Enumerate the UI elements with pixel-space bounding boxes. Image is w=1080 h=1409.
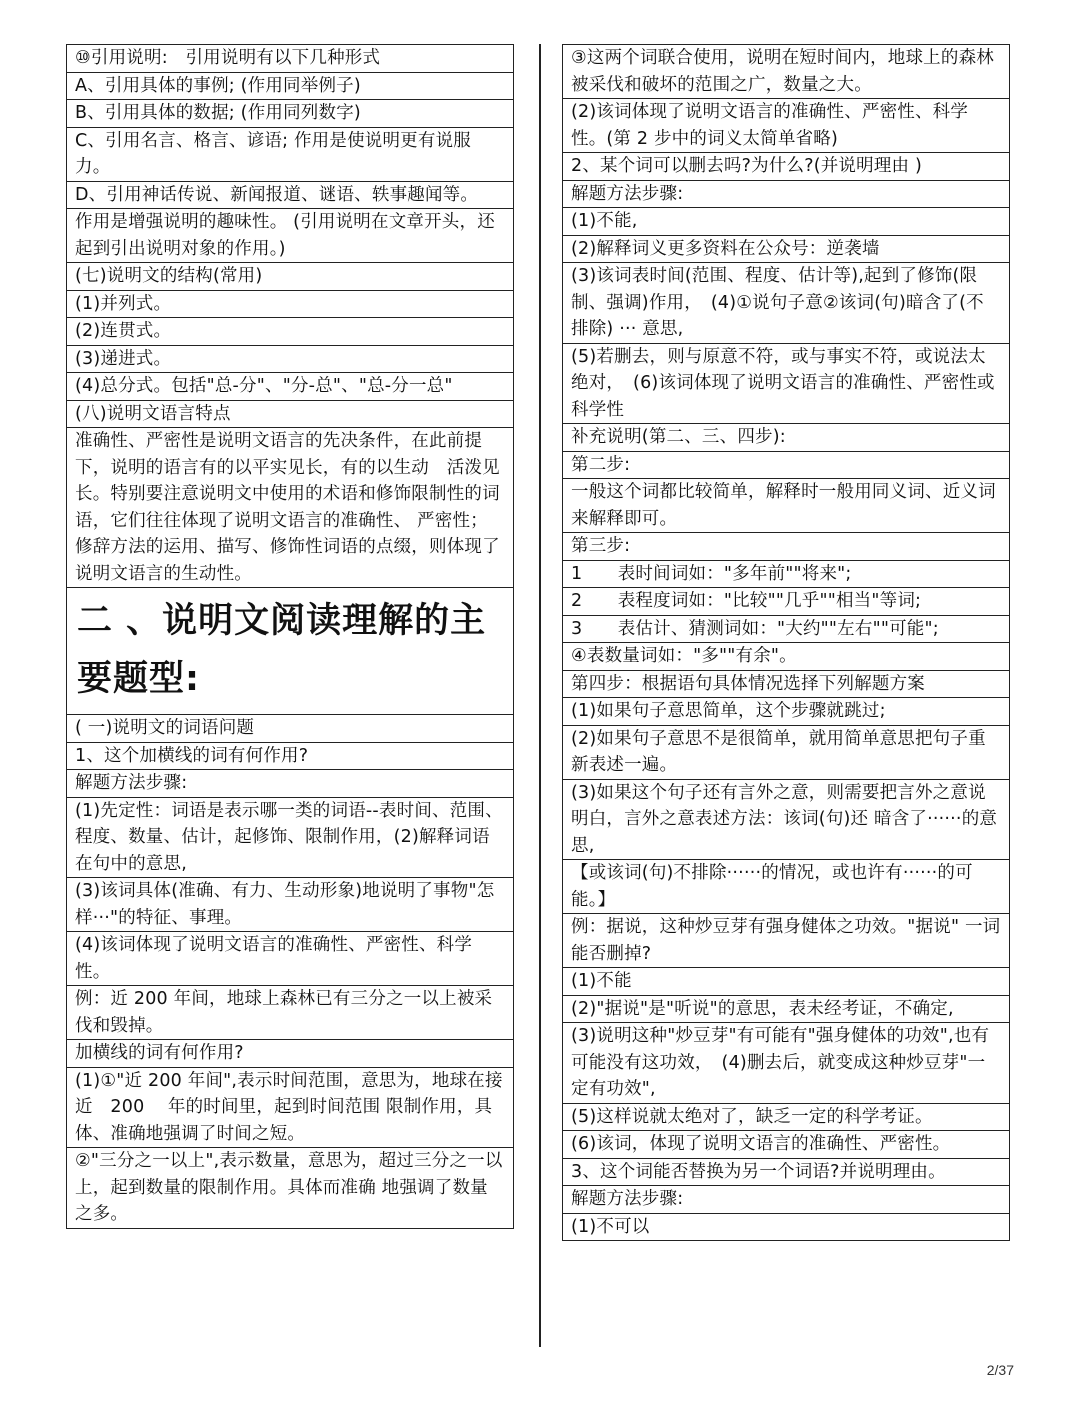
text-row: (3)该词表时间(范围、程度、估计等),起到了修饰(限制、强调)作用， (4)①说句子意②该词(句)暗含了(不排除) ··· 意思, xyxy=(562,263,1010,344)
text-row: (1)不可以 xyxy=(562,1214,1010,1242)
text-row: ④表数量词如："多""有余"。 xyxy=(562,643,1010,671)
section-heading: ( 一)说明文的词语问题 xyxy=(66,715,514,743)
right-column xyxy=(562,44,1010,1241)
text-row: (4)总分式。包括"总-分"、"分-总"、"总-分一总" xyxy=(66,373,514,401)
text-row: 3 表估计、猜测词如："大约""左右""可能"; xyxy=(562,616,1010,644)
example-row: 例：据说，这种炒豆芽有强身健体之功效。"据说" 一词能否删掉? xyxy=(562,914,1010,968)
text-row: 解题方法步骤: xyxy=(562,181,1010,209)
text-row: (1)并列式。 xyxy=(66,291,514,319)
section-heading: (八)说明文语言特点 xyxy=(66,401,514,429)
text-row: 【或该词(句)不排除······的情况，或也许有······的可能。】 xyxy=(562,860,1010,914)
text-row: 第四步：根据语句具体情况选择下列解题方案 xyxy=(562,671,1010,699)
text-row: 1 表时间词如："多年前""将来"; xyxy=(562,561,1010,589)
text-row: 作用是增强说明的趣味性。 (引用说明在文章开头，还起到引出说明对象的作用。) xyxy=(66,209,514,263)
text-row: (1)不能 xyxy=(562,968,1010,996)
text-row: 第二步: xyxy=(562,452,1010,480)
text-row: 2 表程度词如："比较""几乎""相当"等词; xyxy=(562,588,1010,616)
section-heading: (七)说明文的结构(常用) xyxy=(66,263,514,291)
text-row: ②"三分之一以上",表示数量，意思为，超过三分之一以上，起到数量的限制作用。具体而准确 地强调了数量之多。 xyxy=(66,1148,514,1229)
text-row: (2)"据说"是"听说"的意思，表未经考证，不确定, xyxy=(562,996,1010,1024)
text-row: (2)连贯式。 xyxy=(66,318,514,346)
text-row: ⑩引用说明: 引用说明有以下几种形式 xyxy=(66,45,514,73)
text-row: (1)①"近 200 年间",表示时间范围，意思为，地球在接近 200 年的时间里，起到时间范围 限制作用，具体、准确地强调了时间之短。 xyxy=(66,1068,514,1149)
text-row: (3)如果这个句子还有言外之意，则需要把言外之意说明白，言外之意表述方法：该词(句)还 暗含了······的意思, xyxy=(562,780,1010,861)
text-row: ③这两个词联合使用，说明在短时间内，地球上的森林被采伐和破坏的范围之广，数量之大。 xyxy=(562,45,1010,99)
text-row: 解题方法步骤: xyxy=(562,1186,1010,1214)
chapter-heading: 二 、说明文阅读理解的主要题型: xyxy=(66,588,514,715)
text-row: 解题方法步骤: xyxy=(66,770,514,798)
question-row: 加横线的词有何作用? xyxy=(66,1040,514,1068)
text-row: 准确性、严密性是说明文语言的先决条件，在此前提下，说明的语言有的以平实见长，有的以生动 活泼见长。特别要注意说明文中使用的术语和修饰限制性的词语，它们往往体现了说明文语言的准确性、 严密性；修辞方法的运用、描写、修饰性词语的点缀，则体现了说明文语言的生动性。 xyxy=(66,428,514,588)
text-row: (3)该词具体(准确、有力、生动形象)地说明了事物"怎样···"的特征、事理。 xyxy=(66,878,514,932)
text-row: (2)解释词义更多资料在公众号：逆袭墙 xyxy=(562,236,1010,264)
text-row: C、引用名言、格言、谚语; 作用是使说明更有说服力。 xyxy=(66,128,514,182)
page-number: 2/37 xyxy=(986,1362,1014,1378)
text-row: A、引用具体的事例; (作用同举例子) xyxy=(66,73,514,101)
text-row: (2)该词体现了说明文语言的准确性、严密性、科学性。(第 2 步中的词义太简单省略) xyxy=(562,99,1010,153)
question-row: 3、这个词能否替换为另一个词语?并说明理由。 xyxy=(562,1159,1010,1187)
question-row: 2、某个词可以删去吗?为什么?(并说明理由 ) xyxy=(562,153,1010,181)
text-row: (5)这样说就太绝对了，缺乏一定的科学考证。 xyxy=(562,1104,1010,1132)
text-row: 第三步: xyxy=(562,533,1010,561)
question-row: 1、这个加横线的词有何作用? xyxy=(66,743,514,771)
text-row: B、引用具体的数据; (作用同列数字) xyxy=(66,100,514,128)
text-row: 补充说明(第二、三、四步): xyxy=(562,424,1010,452)
left-column xyxy=(66,44,514,1229)
column-divider xyxy=(539,44,541,1347)
text-row: (5)若删去，则与原意不符，或与事实不符，或说法太绝对， (6)该词体现了说明文语言的准确性、严密性或科学性 xyxy=(562,344,1010,425)
text-row: (4)该词体现了说明文语言的准确性、严密性、科学性。 xyxy=(66,932,514,986)
text-row: (2)如果句子意思不是很简单，就用简单意思把句子重新表述一遍。 xyxy=(562,726,1010,780)
text-row: D、引用神话传说、新闻报道、谜语、轶事趣闻等。 xyxy=(66,182,514,210)
text-row: (3)递进式。 xyxy=(66,346,514,374)
text-row: 一般这个词都比较简单，解释时一般用同义词、近义词来解释即可。 xyxy=(562,479,1010,533)
text-row: (1)先定性：词语是表示哪一类的词语--表时间、范围、程度、数量、估计，起修饰、限制作用，(2)解释词语在句中的意思, xyxy=(66,798,514,879)
text-row: (1)如果句子意思简单，这个步骤就跳过; xyxy=(562,698,1010,726)
text-row: (6)该词，体现了说明文语言的准确性、严密性。 xyxy=(562,1131,1010,1159)
text-row: (1)不能, xyxy=(562,208,1010,236)
example-row: 例：近 200 年间，地球上森林已有三分之一以上被采伐和毁掉。 xyxy=(66,986,514,1040)
text-row: (3)说明这种"炒豆芽"有可能有"强身健体的功效",也有可能没有这功效， (4)删去后，就变成这种炒豆芽"一定有功效", xyxy=(562,1023,1010,1104)
